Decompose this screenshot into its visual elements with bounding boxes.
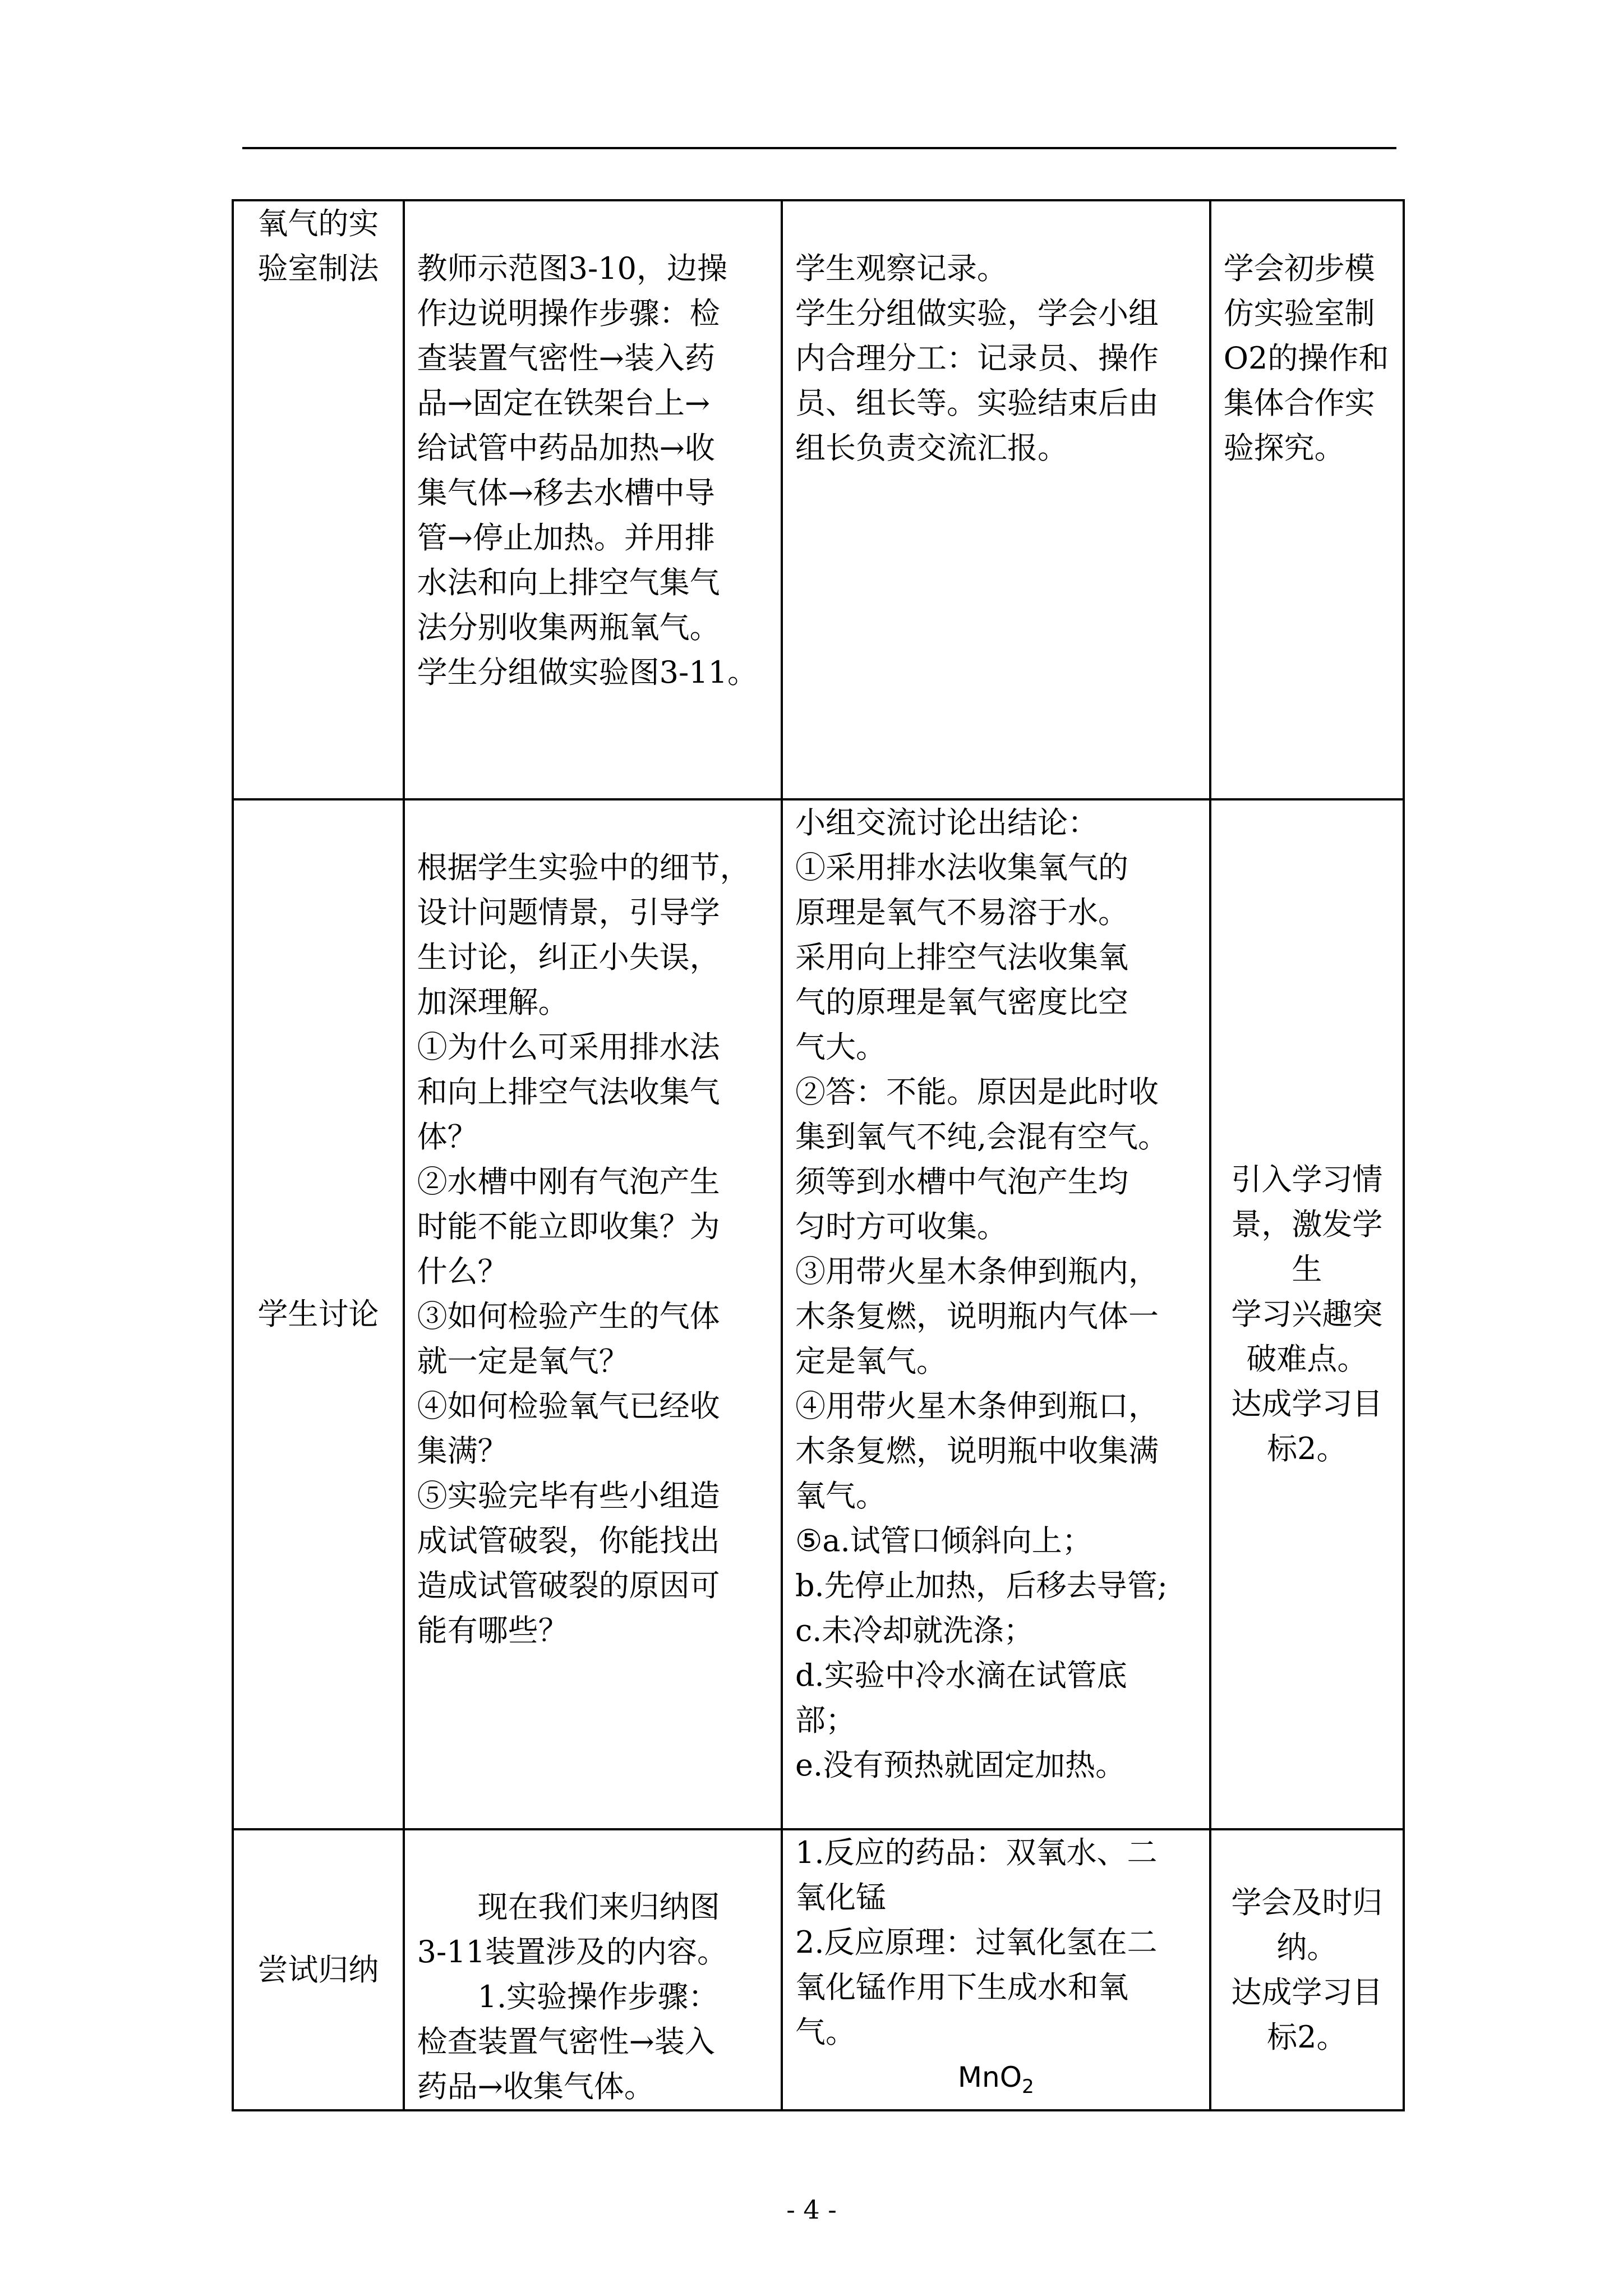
text-line: 纳。: [1276, 1929, 1338, 1965]
text-line: 标2。: [1267, 2019, 1347, 2055]
text-line: [1224, 201, 1390, 246]
text-line: 原理是氧气不易溶于水。: [795, 895, 1128, 930]
text-line: 品→固定在铁架台上→: [417, 385, 711, 421]
text-line: 就一定是氧气？: [417, 1343, 629, 1379]
text-line: 造成试管破裂的原因可: [417, 1568, 720, 1603]
text-line: ③用带火星木条伸到瓶内，: [795, 1254, 1159, 1289]
catalyst-formula-base: MnO: [957, 2061, 1022, 2093]
text-line: 生讨论，纠正小失误，: [417, 940, 720, 975]
section-cell: [233, 799, 404, 1829]
text-line: 达成学习目: [1231, 1974, 1383, 2010]
catalyst-formula: [795, 2055, 1197, 2109]
goal-cell: [1210, 799, 1404, 1829]
text-line: 采用向上排空气法收集氧: [795, 940, 1128, 975]
goal-cell: [1210, 200, 1404, 799]
table-row: [233, 799, 1404, 1829]
text-line: d.实验中冷水滴在试管底: [795, 1658, 1127, 1693]
text-line: 学会初步模: [1223, 251, 1375, 286]
text-line: 氧化锰: [795, 1880, 886, 1915]
text-line: 集满？: [417, 1433, 508, 1469]
text-line: 1.实验操作步骤：: [477, 1979, 719, 2014]
text-line: 氧气。: [795, 1478, 886, 1513]
text-line: e.没有预热就固定加热。: [795, 1747, 1126, 1783]
text-line: ①为什么可采用排水法: [417, 1029, 720, 1065]
teacher-activity-cell: [404, 200, 782, 799]
text-line: ④用带火星木条伸到瓶口，: [795, 1388, 1159, 1424]
text-line: 景，激发学生: [1231, 1207, 1383, 1287]
text-line: 管→停止加热。并用排: [417, 520, 715, 555]
text-line: 和向上排空气法收集气: [417, 1074, 720, 1110]
text-line: 木条复燃，说明瓶内气体一: [795, 1299, 1159, 1334]
goal-cell: [1210, 1829, 1404, 2110]
text-line: 给试管中药品加热→收: [417, 430, 715, 466]
text-line: 定是氧气。: [795, 1343, 947, 1379]
text-line: 查装置气密性→装入药: [417, 341, 715, 376]
text-line: ④如何检验氧气已经收: [417, 1388, 720, 1424]
table-row: [233, 1829, 1404, 2110]
text-line: ②水槽中刚有气泡产生: [417, 1164, 720, 1199]
text-line: 药品→收集气体。: [417, 2069, 654, 2104]
text-line: 教师示范图3-10，边操: [417, 251, 727, 286]
text-line: 员、组长等。实验结束后由: [795, 385, 1159, 421]
teacher-activity-cell: [404, 1829, 782, 2110]
text-line: 须等到水槽中气泡产生均: [795, 1164, 1128, 1199]
text-line: 引入学习情: [1231, 1162, 1383, 1197]
text-line: [795, 201, 1197, 246]
text-line: 学生分组做实验图3-11。: [417, 655, 758, 690]
text-line: 仿实验室制: [1223, 296, 1375, 331]
text-line: 法分别收集两瓶氧气。: [417, 610, 720, 645]
text-line: ②答：不能。原因是此时收: [795, 1074, 1159, 1110]
text-line: 匀时方可收集。: [795, 1209, 1007, 1244]
text-line: 标2。: [1267, 1431, 1347, 1466]
text-line: 气大。: [795, 1029, 886, 1065]
text-line: ⑤a.试管口倾斜向上；: [795, 1523, 1092, 1558]
table-row: [233, 200, 1404, 799]
student-activity-cell: [782, 799, 1210, 1829]
text-line: 木条复燃，说明瓶中收集满: [795, 1433, 1159, 1469]
text-line: ⑤实验完毕有些小组造: [417, 1478, 720, 1513]
section-line: 尝试归纳: [257, 1952, 379, 1987]
text-line: 学生分组做实验，学会小组: [795, 296, 1159, 331]
section-cell: [233, 1829, 404, 2110]
text-line: b.先停止加热，后移去导管;: [795, 1568, 1168, 1603]
text-line: 组长负责交流汇报。: [795, 430, 1068, 466]
text-line: 根据学生实验中的细节，: [417, 850, 750, 885]
text-line: [417, 800, 768, 845]
text-line: 验探究。: [1223, 430, 1345, 466]
text-line: O2的操作和: [1223, 341, 1389, 376]
section-cell: [233, 200, 404, 799]
text-line: 成试管破裂，你能找出: [417, 1523, 720, 1558]
text-line: [417, 201, 768, 246]
text-line: 学生观察记录。: [795, 251, 1007, 286]
student-activity-cell: [782, 1829, 1210, 2110]
text-line: 3-11装置涉及的内容。: [417, 1934, 727, 1970]
text-line: 集体合作实: [1223, 385, 1375, 421]
text-line: 时能不能立即收集？为: [417, 1209, 720, 1244]
text-line: 破难点。: [1246, 1341, 1368, 1377]
student-activity-cell: [782, 200, 1210, 799]
text-line: 气。: [795, 2014, 856, 2050]
text-line: 达成学习目: [1231, 1386, 1383, 1421]
section-line: 验室制法: [257, 251, 379, 286]
teacher-activity-cell: [404, 799, 782, 1829]
text-line: 体？: [417, 1119, 478, 1154]
text-line: 气的原理是氧气密度比空: [795, 984, 1128, 1020]
text-line: 1.反应的药品：双氧水、二: [795, 1835, 1158, 1870]
text-line: 部；: [795, 1703, 856, 1738]
text-line: 加深理解。: [417, 984, 569, 1020]
text-line: 2.反应原理：过氧化氢在二: [795, 1925, 1158, 1960]
text-line: 水法和向上排空气集气: [417, 565, 720, 600]
text-line: c.未冷却就洗涤；: [795, 1613, 1034, 1648]
text-line: 氧化锰作用下生成水和氧: [795, 1970, 1128, 2005]
section-line: 氧气的实: [257, 206, 379, 241]
text-line: 能有哪些？: [417, 1613, 569, 1648]
text-line: 集气体→移去水槽中导: [417, 475, 715, 510]
header-rule: [242, 147, 1396, 149]
text-line: 检查装置气密性→装入: [417, 2024, 715, 2059]
page-number: - 4 -: [786, 2194, 837, 2225]
text-line: 现在我们来归纳图: [477, 1889, 720, 1925]
text-line: 学会及时归: [1231, 1884, 1383, 1920]
text-line: 小组交流讨论出结论：: [795, 805, 1098, 840]
text-line: 设计问题情景，引导学: [417, 895, 720, 930]
section-line: 学生讨论: [257, 1296, 379, 1332]
text-line: 集到氧气不纯,会混有空气。: [795, 1119, 1169, 1154]
text-line: 什么？: [417, 1254, 508, 1289]
text-line: 内合理分工：记录员、操作: [795, 341, 1159, 376]
text-line: 学习兴趣突: [1231, 1296, 1383, 1332]
text-line: ①采用排水法收集氧气的: [795, 850, 1128, 885]
lesson-table: [232, 199, 1405, 2111]
text-line: 作边说明操作步骤：检: [417, 296, 720, 331]
text-line: ③如何检验产生的气体: [417, 1299, 720, 1334]
catalyst-formula-subscript: 2: [1022, 2076, 1034, 2098]
